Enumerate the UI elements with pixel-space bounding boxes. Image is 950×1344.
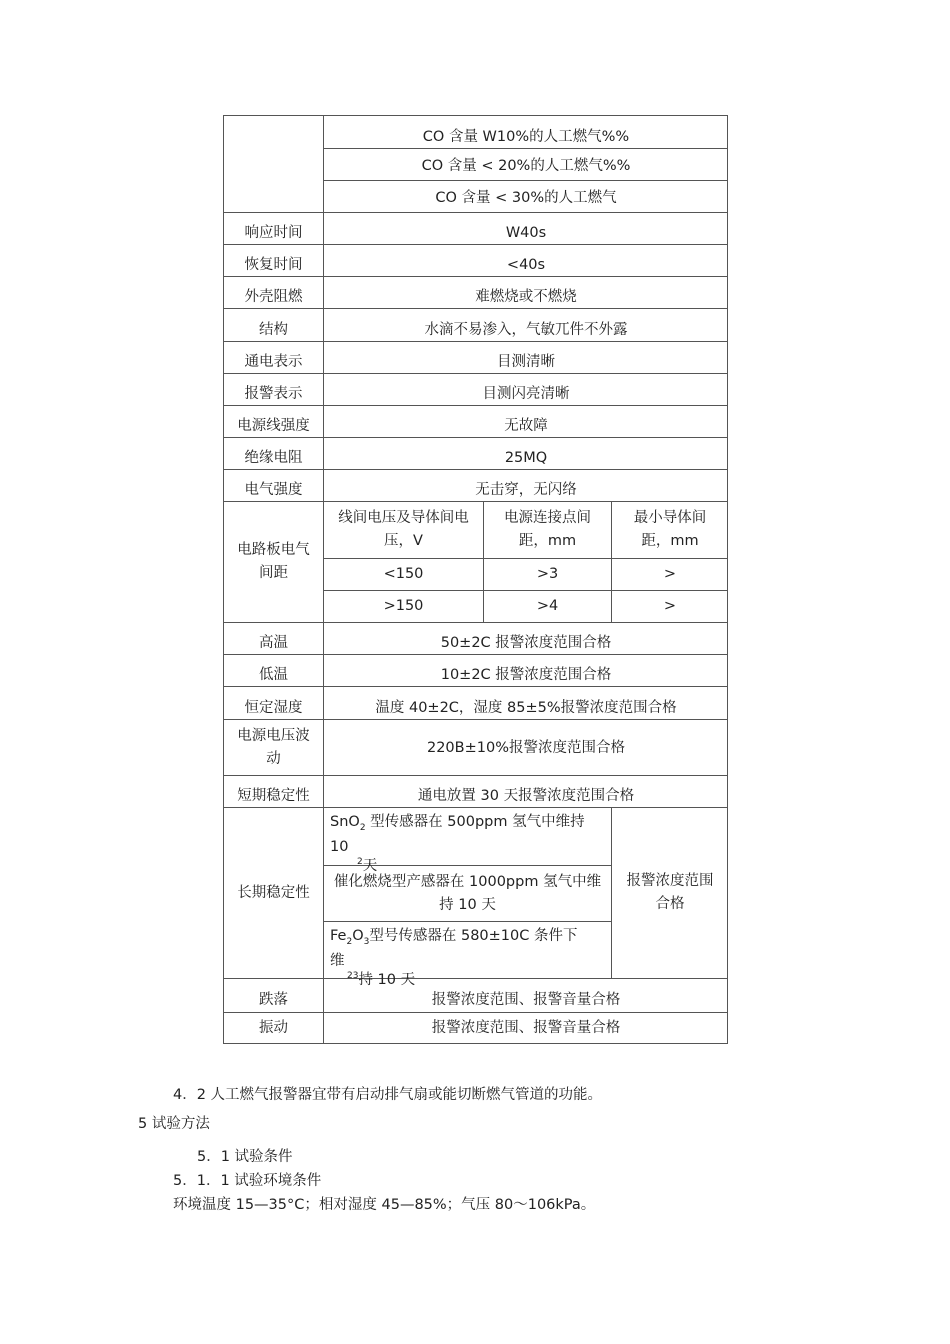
item-sno2-tail: 天 bbox=[362, 857, 378, 874]
value-power-indication: 目测清晰 bbox=[497, 354, 555, 370]
value-alarm-indication: 目测闪亮清晰 bbox=[482, 386, 570, 402]
value-response-time: W40s bbox=[505, 225, 547, 241]
item-fe2o3-sup: 23 bbox=[347, 970, 359, 981]
value-low-temp: 10±2C 报警浓度范围合格 bbox=[440, 667, 612, 683]
subsection-5-1-1: 5．1．1 试验环境条件 bbox=[173, 1173, 322, 1189]
item-fe2o3-pre: Fe bbox=[330, 928, 347, 944]
value-power-cord-strength: 无故障 bbox=[504, 418, 548, 434]
item-sno2-sub: 2 bbox=[359, 822, 366, 833]
long-term-item-fe2o3 bbox=[330, 927, 608, 988]
item-sno2-line2: 10 bbox=[330, 838, 349, 855]
subsection-5-1: 5．1 试验条件 bbox=[197, 1149, 293, 1165]
long-term-result-text: 报警浓度范围合格 bbox=[626, 873, 714, 912]
circuit-header-power-point-text: 电源连接点间距，mm bbox=[504, 510, 591, 549]
value-voltage-fluctuation: 220B±10%报警浓度范围合格 bbox=[426, 739, 625, 756]
value-recovery-time: <40s bbox=[506, 257, 546, 273]
label-circuit-spacing bbox=[224, 502, 323, 622]
circuit-cell: >3 bbox=[536, 566, 559, 582]
long-term-item-catalytic bbox=[324, 866, 611, 921]
value-drop: 报警浓度范围、报警音量合格 bbox=[431, 992, 621, 1008]
co-row-2: CO 含量 < 20%的人工燃气%% bbox=[421, 157, 631, 174]
value-insulation-resistance: 25MQ bbox=[504, 450, 548, 466]
paragraph-4-2: 4．2 人工燃气报警器宜带有启动排气扇或能切断燃气管道的功能。 bbox=[173, 1087, 603, 1103]
label-power-indication: 通电表示 bbox=[244, 354, 303, 370]
item-fe2o3-line2: 维 bbox=[330, 952, 345, 969]
circuit-header-min-conductor bbox=[612, 502, 728, 558]
item-fe2o3-post: 型号传感器在 580±10C 条件下 bbox=[369, 928, 578, 944]
item-fe2o3-tail: 持 10 天 bbox=[358, 971, 416, 988]
circuit-header-voltage bbox=[324, 502, 483, 558]
row-divider bbox=[323, 180, 728, 181]
label-alarm-indication: 报警表示 bbox=[244, 386, 303, 402]
item-fe2o3-sub2: 3 bbox=[363, 936, 370, 947]
circuit-header-voltage-text: 线间电压及导体间电压，V bbox=[338, 510, 469, 549]
circuit-cell: >4 bbox=[536, 598, 559, 614]
label-flame-retardant: 外壳阻燃 bbox=[244, 289, 303, 305]
label-structure: 结构 bbox=[259, 322, 288, 338]
long-term-item-catalytic-text: 催化燃烧型产感器在 1000ppm 氢气中维持 10 天 bbox=[333, 873, 602, 913]
item-fe2o3-mid: O bbox=[352, 928, 364, 944]
label-electric-strength: 电气强度 bbox=[244, 482, 303, 498]
label-short-term-stability: 短期稳定性 bbox=[237, 788, 310, 804]
value-short-term-stability: 通电放置 30 天报警浓度范围合格 bbox=[417, 788, 635, 804]
value-constant-humidity: 温度 40±2C，湿度 85±5%报警浓度范围合格 bbox=[375, 700, 677, 716]
label-drop: 跌落 bbox=[259, 992, 288, 1008]
label-power-cord-strength: 电源线强度 bbox=[237, 418, 310, 434]
environment-conditions: 环境温度 15—35°C；相对湿度 45—85%；气压 80〜106kPa。 bbox=[173, 1197, 596, 1213]
row-divider bbox=[323, 921, 611, 922]
label-response-time: 响应时间 bbox=[244, 225, 303, 241]
circuit-header-power-point bbox=[484, 502, 611, 558]
label-vibration: 振动 bbox=[259, 1020, 288, 1036]
value-structure: 水滴不易渗入，气敏兀件不外露 bbox=[424, 322, 628, 338]
item-sno2-pre: SnO bbox=[330, 814, 360, 830]
label-circuit-spacing-text: 电路板电气间距 bbox=[237, 542, 310, 581]
circuit-cell: > bbox=[663, 566, 677, 582]
circuit-header-min-conductor-text: 最小导体间距，mm bbox=[633, 510, 707, 549]
co-row-3: CO 含量 < 30%的人工燃气 bbox=[435, 189, 617, 206]
value-high-temp: 50±2C 报警浓度范围合格 bbox=[440, 635, 612, 651]
label-voltage-fluctuation-text: 电源电压波动 bbox=[237, 728, 310, 767]
long-term-result bbox=[612, 808, 728, 978]
item-sno2-sup: 2 bbox=[357, 856, 363, 867]
label-long-term-stability: 长期稳定性 bbox=[237, 884, 310, 901]
label-insulation-resistance: 绝缘电阻 bbox=[244, 450, 303, 466]
label-recovery-time: 恢复时间 bbox=[244, 257, 303, 273]
label-constant-humidity: 恒定湿度 bbox=[244, 700, 303, 716]
value-vibration: 报警浓度范围、报警音量合格 bbox=[431, 1020, 621, 1036]
label-high-temp: 高温 bbox=[259, 635, 288, 651]
co-row-1: CO 含量 W10%的人工燃气%% bbox=[422, 128, 630, 145]
item-sno2-post: 型传感器在 500ppm 氢气中维持 bbox=[365, 814, 585, 830]
circuit-cell: > bbox=[663, 598, 677, 614]
value-flame-retardant: 难燃烧或不燃烧 bbox=[475, 289, 577, 305]
circuit-cell: <150 bbox=[383, 566, 424, 582]
item-fe2o3-sub1: 2 bbox=[346, 936, 353, 947]
circuit-cell: >150 bbox=[383, 598, 424, 614]
label-low-temp: 低温 bbox=[259, 667, 288, 683]
section-heading-5: 5 试验方法 bbox=[138, 1116, 210, 1132]
label-voltage-fluctuation bbox=[224, 720, 323, 776]
long-term-item-sno2 bbox=[330, 813, 608, 874]
value-electric-strength: 无击穿，无闪络 bbox=[475, 482, 577, 498]
